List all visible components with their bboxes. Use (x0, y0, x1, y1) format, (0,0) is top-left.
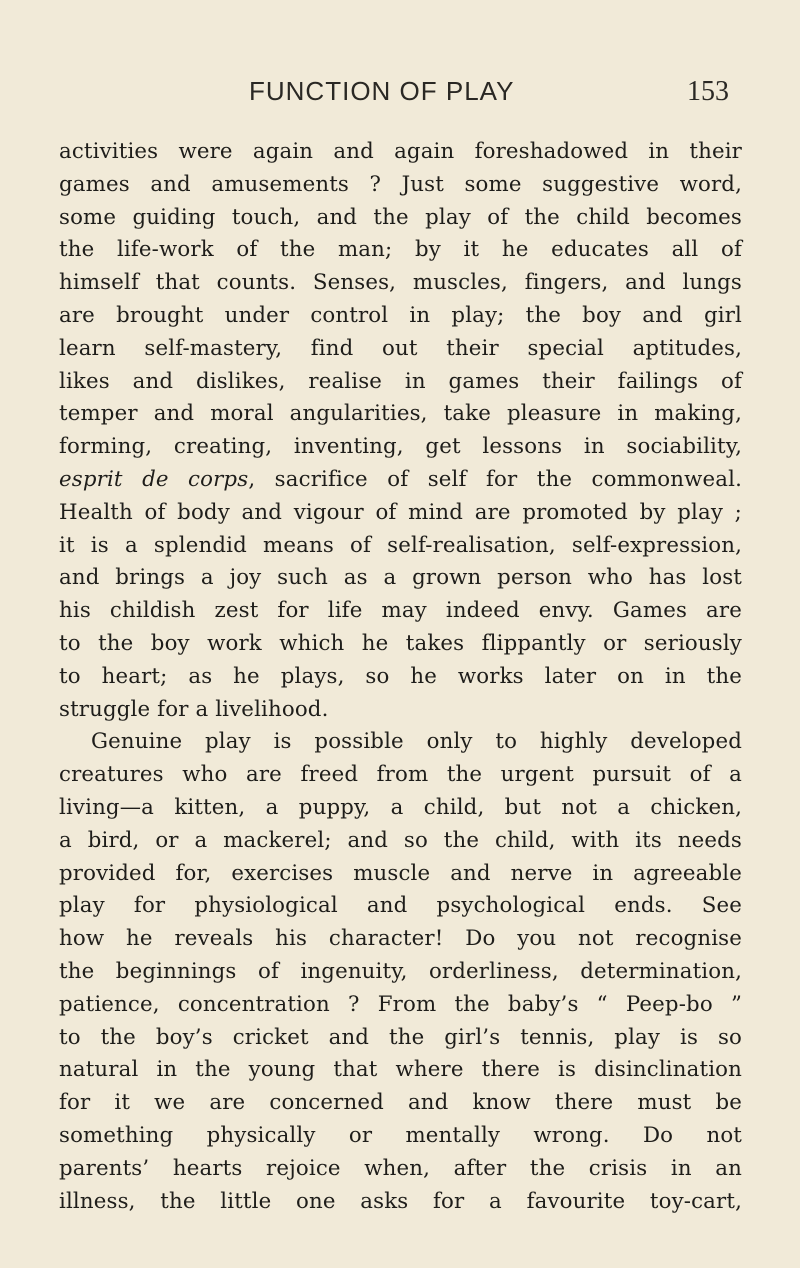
text-line: forming, creating, inventing, get lessons in sociability, (59, 434, 742, 460)
text-line: games and amusements ? Just some suggestive word, (59, 171, 742, 197)
text-line: patience, concentration ? From the baby’s “ Peep-bo ” (59, 991, 742, 1017)
text-line: are brought under control in play; the boy and girl (59, 302, 742, 328)
text-line: play for physiological and psychological ends. See (59, 893, 742, 919)
text-line: himself that counts. Senses, muscles, fingers, and lungs (59, 270, 742, 296)
text-line: likes and dislikes, realise in games their failings of (59, 368, 742, 394)
text-line: illness, the little one asks for a favourite toy-cart, (59, 1188, 742, 1214)
text-line: living—a kitten, a puppy, a child, but not a chicken, (59, 794, 742, 820)
running-title: FUNCTION OF PLAY (249, 76, 515, 106)
text-line: some guiding touch, and the play of the child becomes (59, 204, 742, 230)
text-line: to heart; as he plays, so he works later on in the (59, 663, 742, 689)
text-line: the life-work of the man; by it he educates all of (59, 237, 742, 263)
text-line-rest: , sacrifice of self for the commonweal. (248, 466, 742, 492)
text-line: parents’ hearts rejoice when, after the crisis in an (59, 1155, 742, 1181)
text-line: creatures who are freed from the urgent pursuit of a (59, 762, 742, 788)
body-text (59, 136, 742, 1218)
text-line: provided for, exercises muscle and nerve in agreeable (59, 860, 742, 886)
text-line: Genuine play is possible only to highly developed (91, 729, 742, 755)
text-line: Health of body and vigour of mind are promoted by play ; (59, 499, 742, 525)
text-line: to the boy work which he takes flippantly or seriously (59, 630, 742, 656)
text-line: it is a splendid means of self-realisation, self-expression, (59, 532, 742, 558)
text-line: for it we are concerned and know there must be (59, 1090, 742, 1116)
text-line: activities were again and again foreshadowed in their (59, 139, 742, 164)
text-line: learn self-mastery, find out their special aptitudes, (59, 335, 742, 361)
text-line: temper and moral angularities, take pleasure in making, (59, 401, 742, 427)
text-line (59, 464, 742, 497)
text-line: a bird, or a mackerel; and so the child, with its needs (59, 827, 742, 853)
text-line: his childish zest for life may indeed envy. Games are (59, 598, 742, 624)
text-line: struggle for a livelihood. (59, 696, 329, 722)
paragraph-1 (59, 136, 742, 726)
text-line: how he reveals his character! Do you not recognise (59, 926, 742, 952)
italic-phrase: esprit de corps (59, 466, 249, 492)
text-line: to the boy’s cricket and the girl’s tennis, play is so (59, 1024, 742, 1050)
page-number: 153 (687, 76, 729, 107)
paragraph-2 (59, 726, 742, 1218)
running-head (0, 76, 800, 110)
text-line: the beginnings of ingenuity, orderliness, determination, (59, 958, 742, 984)
text-line: and brings a joy such as a grown person who has lost (59, 565, 742, 591)
text-line: natural in the young that where there is disinclination (59, 1057, 742, 1083)
text-line: something physically or mentally wrong. Do not (59, 1122, 742, 1148)
